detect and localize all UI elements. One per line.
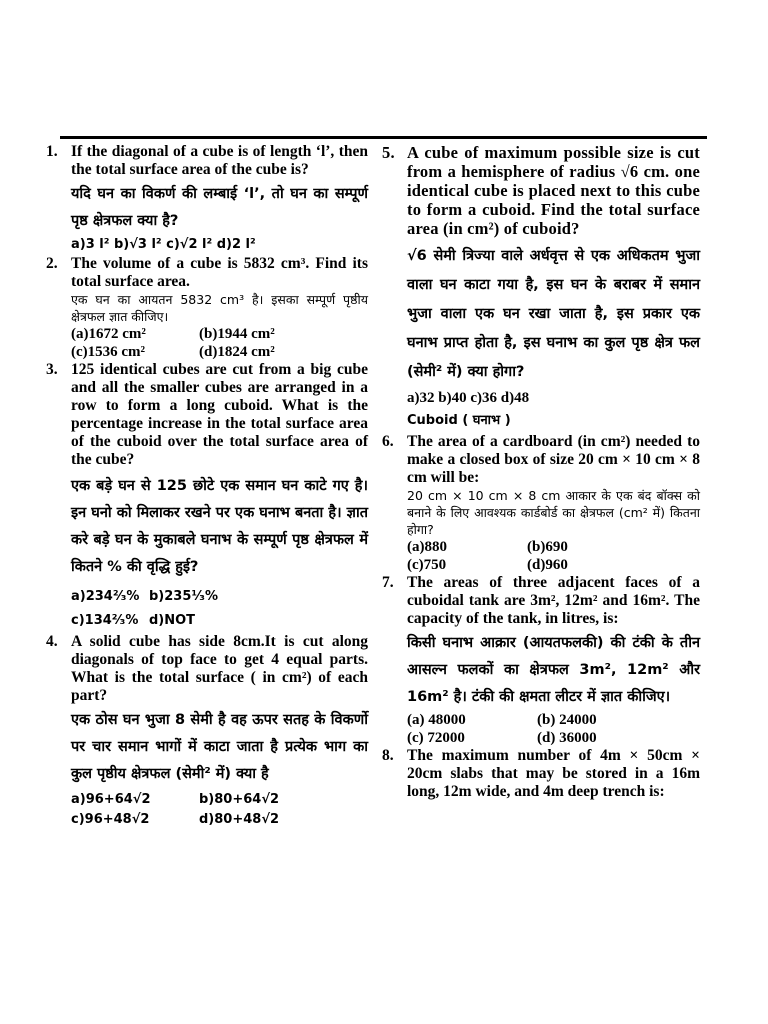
top-rule: [60, 136, 707, 139]
options-row: [71, 587, 368, 607]
question-7: [382, 574, 700, 747]
options: a)32 b)40 c)36 d)48: [407, 390, 530, 406]
left-column: [46, 143, 368, 830]
question-number: 3.: [46, 361, 58, 378]
option: b)235¹⁄₃%: [149, 589, 218, 604]
question-text-english: The area of a cardboard (in cm²) needed to make a closed box of size 20 cm × 10 cm × 8 cm will be:: [407, 433, 700, 486]
question-text-hindi: एक बड़े घन से 125 छोटे एक समान घन काटे गए है। इन घनो को मिलाकर रखने पर एक घनाभ बनता है। ज्ञात करे बड़े घन के मुकाबले घनाभ के सम्पूर्ण पृष्ठ क्षेत्रफल में कितने % की वृद्धि हुई?: [71, 478, 368, 575]
question-text-hindi: एक घन का आयतन 5832 cm³ है। इसका सम्पूर्ण पृष्ठीय क्षेत्रफल ज्ञात कीजिए।: [71, 292, 368, 324]
question-text-english: A solid cube has side 8cm.It is cut along diagonals of top face to get 4 equal parts. What is the total surface ( in cm²) of each part?: [71, 633, 368, 704]
option: (d) 36000: [537, 730, 597, 746]
options: a)3 l² b)√3 l² c)√2 l² d)2 l²: [71, 237, 256, 252]
right-column: [382, 143, 700, 801]
question-text-hindi: यदि घन का विकर्ण की लम्बाई ‘l’, तो घन का सम्पूर्ण पृष्ठ क्षेत्रफल क्या है?: [71, 186, 368, 229]
options-row: [407, 556, 700, 574]
question-5: [382, 143, 700, 431]
options-row: [71, 810, 368, 830]
question-number: 2.: [46, 255, 58, 272]
option: (c)750: [407, 557, 447, 573]
options-row: [71, 343, 368, 361]
question-3: [46, 361, 368, 631]
question-text-english: The areas of three adjacent faces of a cuboidal tank are 3m², 12m² and 16m². The capacity of the tank, in litres, is:: [407, 574, 700, 627]
option: c)134²⁄₃%: [71, 613, 139, 628]
option: (a) 48000: [407, 712, 466, 728]
option: a)234²⁄₃%: [71, 589, 140, 604]
options-row: [71, 790, 368, 810]
options-row: [71, 325, 368, 343]
options-row: [407, 711, 700, 729]
question-2: [46, 255, 368, 361]
option: (b)1944 cm²: [199, 326, 275, 342]
question-text-english: A cube of maximum possible size is cut from a hemisphere of radius √6 cm. one identical cube is placed next to this cube to form a cuboid. Find the total surface area (in cm²) of cuboid?: [407, 143, 700, 238]
question-text-hindi: 20 cm × 10 cm × 8 cm आकार के एक बंद बॉक्स को बनाने के लिए आवश्यक कार्डबोर्ड का क्षेत्रफल (cm² में) कितना होगा?: [407, 488, 700, 537]
question-number: 6.: [382, 433, 394, 450]
question-number: 8.: [382, 747, 394, 764]
option: (c) 72000: [407, 730, 465, 746]
question-number: 5.: [382, 143, 395, 162]
question-text-english: The volume of a cube is 5832 cm³. Find its total surface area.: [71, 255, 368, 290]
option: (a)1672 cm²: [71, 326, 146, 342]
option: c)96+48√2: [71, 812, 150, 827]
option: (c)1536 cm²: [71, 344, 146, 360]
option: (b)690: [527, 539, 568, 555]
option: d)80+48√2: [199, 812, 280, 827]
option: (a)880: [407, 539, 447, 555]
option: d)NOT: [149, 613, 196, 628]
option: (d)960: [527, 557, 568, 573]
note: Cuboid ( घनाभ ): [407, 413, 511, 428]
question-text-english: 125 identical cubes are cut from a big cube and all the smaller cubes are arranged in a row to form a long cuboid. What is the percentage increase in the total surface area of the cuboid over the total surface area of the cube?: [71, 361, 368, 468]
question-text-hindi: एक ठोस घन भुजा 8 सेमी है वह ऊपर सतह के विकर्णो पर चार समान भागों में काटा जाता है प्रत्येक भाग का कुल पृष्ठीय क्षेत्रफल (सेमी² में) क्या है: [71, 712, 368, 782]
question-number: 4.: [46, 633, 58, 650]
options-row: [407, 729, 700, 747]
option: (b) 24000: [537, 712, 597, 728]
question-1: [46, 143, 368, 255]
option: a)96+64√2: [71, 792, 151, 807]
option: b)80+64√2: [199, 792, 280, 807]
question-text-english: The maximum number of 4m × 50cm × 20cm slabs that may be stored in a 16m long, 12m wide, and 4m deep trench is:: [407, 747, 700, 800]
question-4: [46, 633, 368, 830]
option: (d)1824 cm²: [199, 344, 275, 360]
question-number: 1.: [46, 143, 58, 160]
question-number: 7.: [382, 574, 394, 591]
question-text-hindi: किसी घनाभ आक्रार (आयतफलकी) की टंकी के तीन आसल्न फलकों का क्षेत्रफल 3m², 12m² और 16m² है। टंकी की क्षमता लीटर में ज्ञात कीजिए।: [407, 635, 700, 705]
question-6: [382, 433, 700, 574]
options-row: [407, 538, 700, 556]
question-text-hindi: √6 सेमी त्रिज्या वाले अर्धवृत्त से एक अधिकतम भुजा वाला घन काटा गया है, इस घन के बराबर में समान भुजा वाला एक घन रखा जाता है, इस प्रकार एक घनाभ प्राप्त होता है, इस घनाभ का कुल पृष्ठ क्षेत्र फल (सेमी² में) क्या होगा?: [407, 248, 700, 380]
question-text-english: If the diagonal of a cube is of length ‘l’, then the total surface area of the cube is?: [71, 143, 368, 178]
options-row: [71, 611, 368, 631]
question-8: [382, 747, 700, 801]
